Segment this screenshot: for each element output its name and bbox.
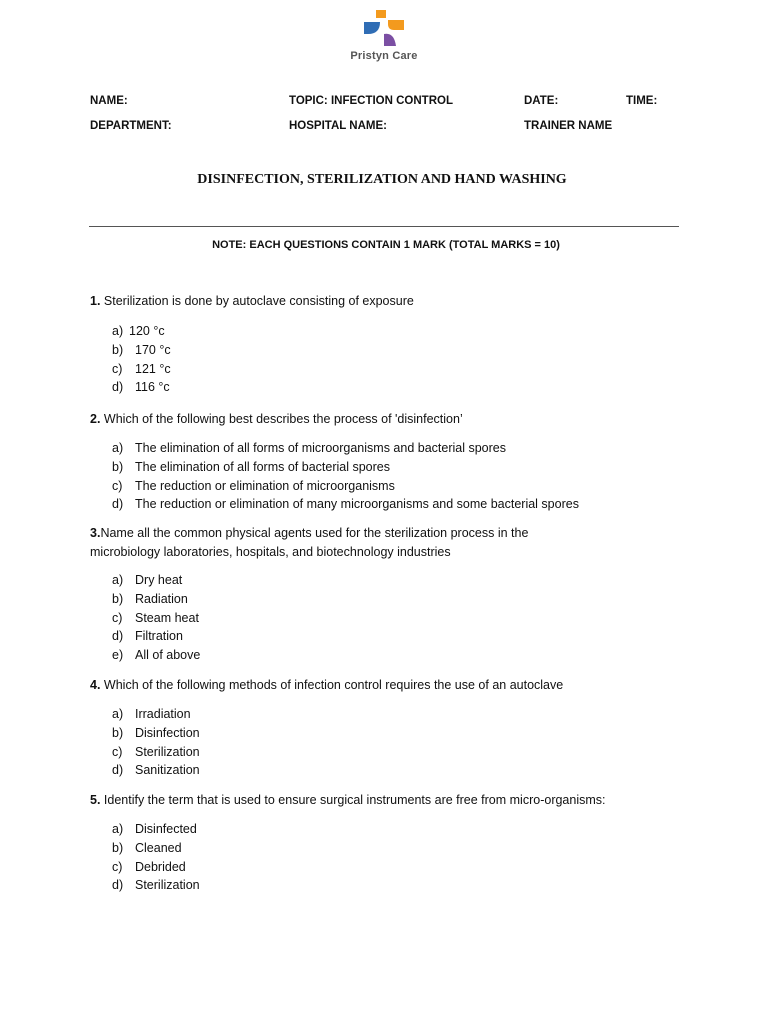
option-a: a) 120 °c — [112, 324, 165, 338]
time-field-label: TIME: — [626, 95, 658, 107]
question-4-options — [112, 705, 200, 780]
document-title: DISINFECTION, STERILIZATION AND HAND WASHING — [197, 172, 567, 187]
question-3-options — [112, 571, 200, 665]
option-d: d) Filtration — [112, 629, 183, 644]
question-2 — [90, 410, 463, 429]
question-text-continued: microbiology laboratories, hospitals, and biotechnology industries — [90, 545, 451, 559]
department-field-label: DEPARTMENT: — [90, 120, 172, 132]
option-d: d) Sterilization — [112, 878, 200, 893]
option-d: d) Sanitization — [112, 763, 200, 778]
question-3 — [90, 524, 528, 562]
question-number: 1. — [90, 294, 101, 308]
option-a: a) Dry heat — [112, 573, 183, 587]
option-c: c) The reduction or elimination of microorganisms — [112, 478, 395, 493]
question-text: Name all the common physical agents used for the sterilization process in the — [100, 526, 529, 540]
question-2-options — [112, 439, 579, 514]
option-c: c) Steam heat — [112, 610, 199, 625]
option-b: b) Disinfection — [112, 725, 200, 740]
question-number: 3. — [90, 526, 101, 540]
option-b: b) 170 °c — [112, 342, 171, 357]
marks-note: NOTE: EACH QUESTIONS CONTAIN 1 MARK (TOTAL MARKS = 10) — [212, 239, 560, 251]
option-d: d) The reduction or elimination of many microorganisms and some bacterial spores — [112, 497, 579, 512]
option-c: c) Sterilization — [112, 744, 200, 759]
brand-logo — [0, 8, 768, 62]
question-number: 4. — [90, 678, 101, 692]
option-d: d) 116 °c — [112, 380, 170, 395]
hospital-field-label: HOSPITAL NAME: — [289, 120, 387, 132]
brand-name: Pristyn Care — [350, 50, 418, 62]
question-1-options — [112, 322, 171, 397]
option-c: c) Debrided — [112, 859, 186, 874]
question-number: 5. — [90, 793, 101, 807]
question-text: Which of the following best describes the process of 'disinfection’ — [100, 412, 463, 426]
date-field-label: DATE: — [524, 95, 559, 107]
name-field-label: NAME: — [90, 95, 128, 107]
question-number: 2. — [90, 412, 101, 426]
option-b: b) The elimination of all forms of bacterial spores — [112, 459, 390, 474]
option-a: a) The elimination of all forms of microorganisms and bacterial spores — [112, 441, 506, 455]
topic-field-label: TOPIC: INFECTION CONTROL — [289, 95, 453, 107]
question-text: Sterilization is done by autoclave consisting of exposure — [100, 294, 414, 308]
option-b: b) Cleaned — [112, 840, 182, 855]
question-5-options — [112, 820, 200, 895]
option-c: c) 121 °c — [112, 361, 171, 376]
option-e: e) All of above — [112, 648, 201, 663]
option-b: b) Radiation — [112, 591, 188, 606]
question-1 — [90, 292, 414, 311]
question-4 — [90, 676, 563, 695]
trainer-field-label: TRAINER NAME — [524, 120, 613, 132]
question-text: Identify the term that is used to ensure surgical instruments are free from micro-organisms: — [100, 793, 606, 807]
question-5 — [90, 791, 606, 810]
title-divider — [89, 226, 679, 227]
option-a: a) Disinfected — [112, 822, 197, 836]
question-text: Which of the following methods of infection control requires the use of an autoclave — [100, 678, 564, 692]
option-a: a) Irradiation — [112, 707, 191, 721]
pristyn-care-logo-icon — [360, 8, 408, 48]
